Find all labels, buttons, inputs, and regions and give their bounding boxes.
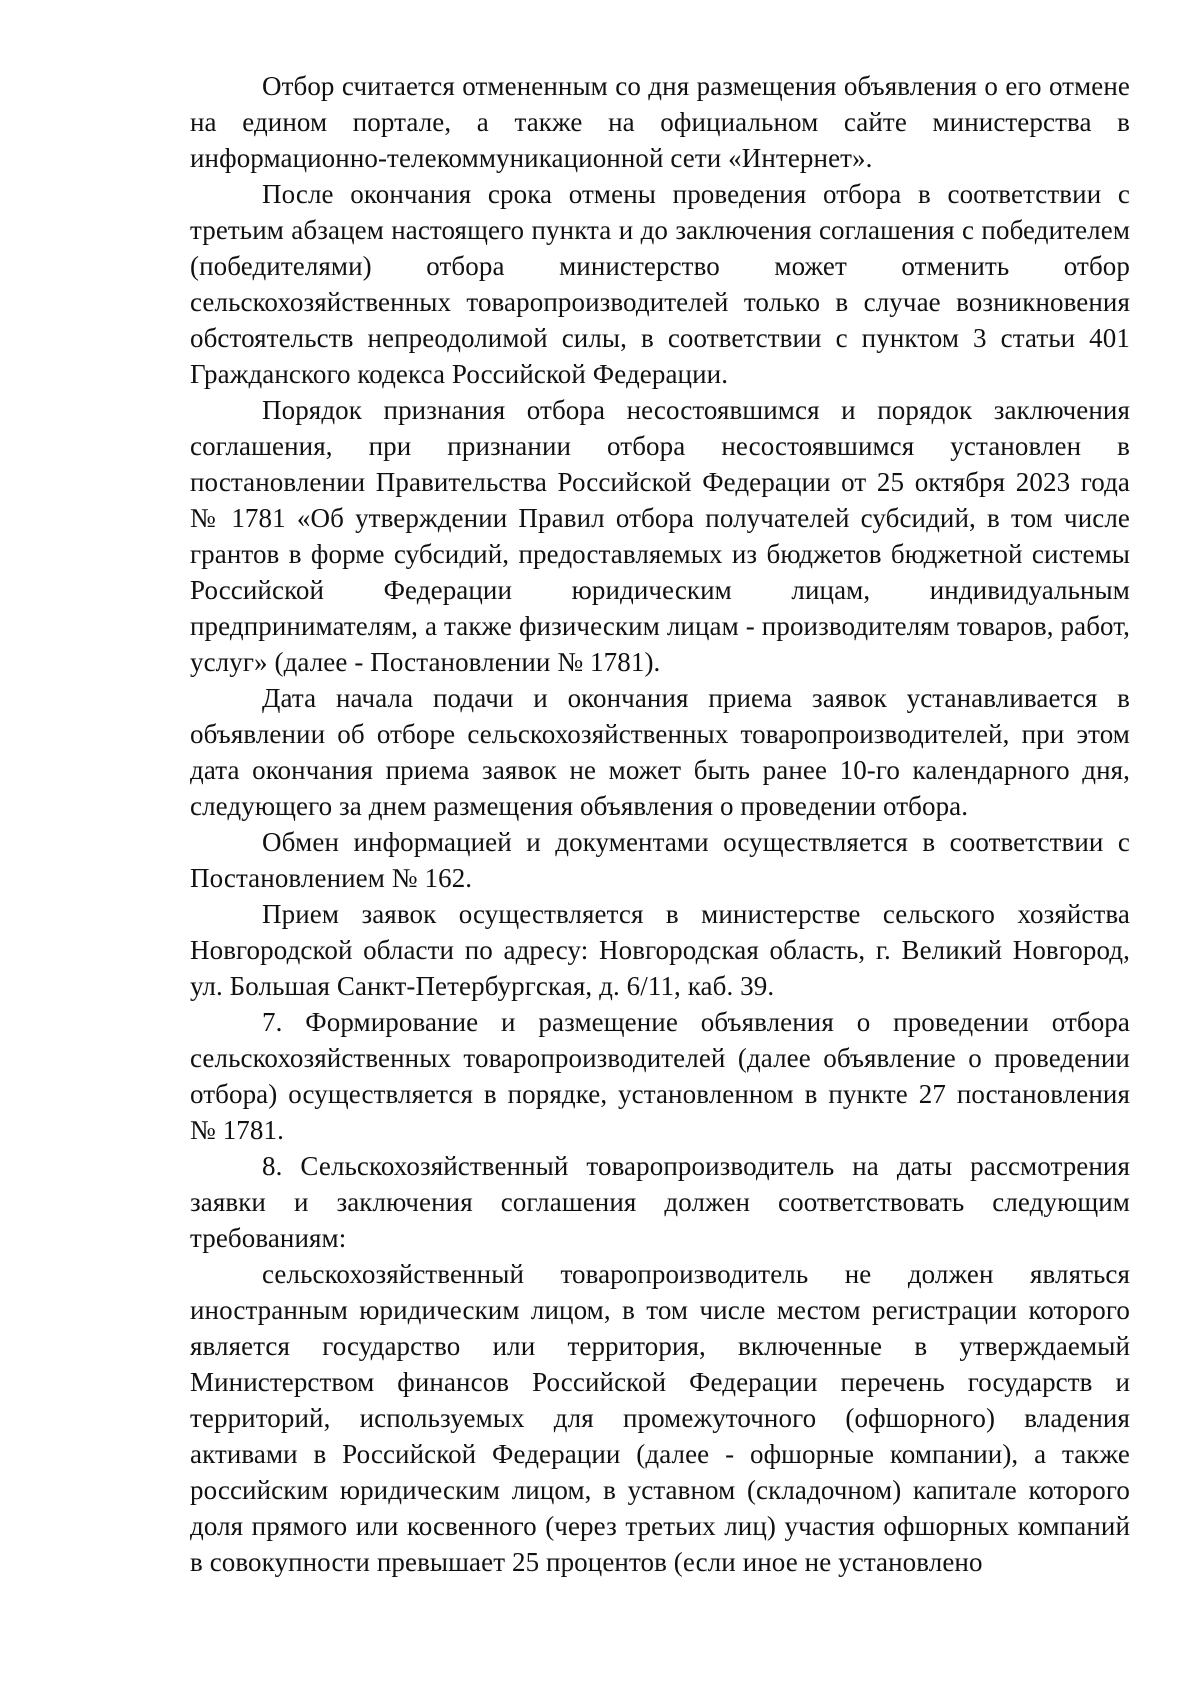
paragraph-requirement-offshore: сельскохозяйственный товаропроизводитель не должен являться иностранным юридическим лицом, в том числе местом регистрации которого является государство или территория, включенные в утверждаемый Министерством финансов Российской Федерации перечень государств и территорий, используемых для промежуточного (офшорного) владения активами в Российской Федерации (далее - офшорные компании), а также российским юридическим лицом, в уставном (складочном) капитале которого доля прямого или косвенного (через третьих лиц) участия офшорных компаний в совокупности превышает 25 процентов (если иное не установлено <box>190 1259 1130 1577</box>
paragraph-cancellation-notice: Отбор считается отмененным со дня размещения объявления о его отмене на едином портале, а также на официальном сайте министерства в информационно-телекоммуникационной сети «Интернет». <box>190 71 1130 173</box>
paragraph-item-8: 8. Сельскохозяйственный товаропроизводитель на даты рассмотрения заявки и заключения соглашения должен соответствовать следующим требованиям: <box>190 1151 1130 1253</box>
document-body <box>190 68 1130 1580</box>
paragraph-force-majeure: После окончания срока отмены проведения отбора в соответствии с третьим абзацем настоящего пункта и до заключения соглашения с победителем (победителями) отбора министерство может отменить отбор сельскохозяйственных товаропроизводителей только в случае возникновения обстоятельств непреодолимой силы, в соответствии с пунктом 3 статьи 401 Гражданского кодекса Российской Федерации. <box>190 179 1130 389</box>
paragraph-failed-selection: Порядок признания отбора несостоявшимся и порядок заключения соглашения, при признании отбора несостоявшимся установлен в постановлении Правительства Российской Федерации от 25 октября 2023 года № 1781 «Об утверждении Правил отбора получателей субсидий, в том числе грантов в форме субсидий, предоставляемых из бюджетов бюджетной системы Российской Федерации юридическим лицам, индивидуальным предпринимателям, а также физическим лицам - производителям товаров, работ, услуг» (далее - Постановлении № 1781). <box>190 395 1130 677</box>
paragraph-application-dates: Дата начала подачи и окончания приема заявок устанавливается в объявлении об отборе сельскохозяйственных товаропроизводителей, при этом дата окончания приема заявок не может быть ранее 10-го календарного дня, следующего за днем размещения объявления о проведении отбора. <box>190 683 1130 821</box>
paragraph-information-exchange: Обмен информацией и документами осуществляется в соответствии с Постановлением № 162. <box>190 827 1130 893</box>
paragraph-application-address: Прием заявок осуществляется в министерстве сельского хозяйства Новгородской области по адресу: Новгородская область, г. Великий Новгород, ул. Большая Санкт-Петербургская, д. 6/11, каб. 39. <box>190 899 1130 1001</box>
paragraph-item-7: 7. Формирование и размещение объявления о проведении отбора сельскохозяйственных товаропроизводителей (далее объявление о проведении отбора) осуществляется в порядке, установленном в пункте 27 постановления № 1781. <box>190 1007 1130 1145</box>
